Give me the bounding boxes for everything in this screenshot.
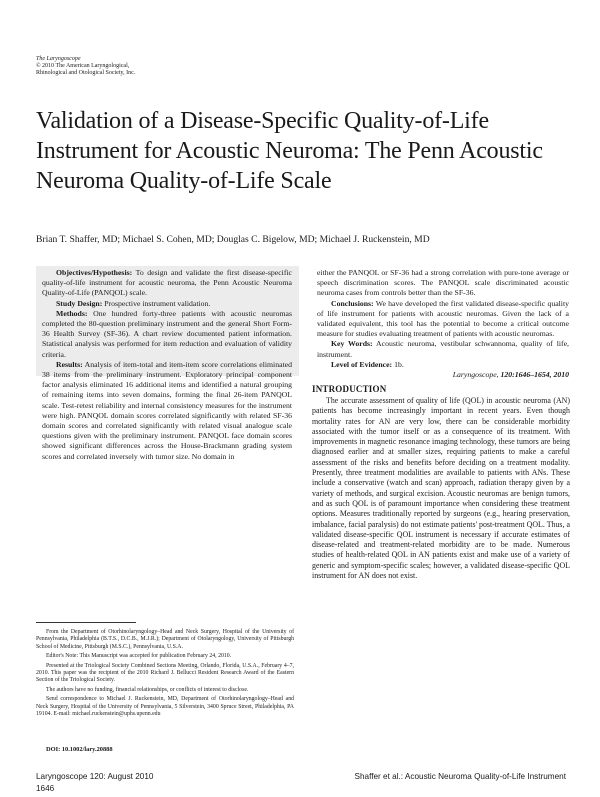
evidence-label: Level of Evidence: [331, 359, 393, 369]
page-number: 1646 [36, 784, 55, 793]
footer-running-title: Shaffer et al.: Acoustic Neuroma Quality-of-Life Instrument [354, 772, 566, 781]
doi: DOI: 10.1002/lary.20888 [46, 746, 113, 753]
footnote-editor-note: Editor's Note: This Manuscript was accepted for publication February 24, 2010. [46, 653, 232, 660]
article-title: Validation of a Disease-Specific Quality-of-Life Instrument for Acoustic Neuroma: The Penn Acoustic Neuroma Quality-of-Life Scale [36, 108, 543, 194]
results-text-continued: either the PANQOL or SF-36 had a strong correlation with pure-tone average or speech discrimination scores. The PANQOL scale discriminated acoustic neuroma cases from controls better than the SF-36. [317, 268, 569, 298]
conclusions-text: We have developed the first validated disease-specific quality of life instrument for patients with acoustic neuromas. Given the lack of a validated equivalent, this tool has the potential to become a critical outcome measure for studies evaluating treatment of patients with acoustic neuromas. [317, 298, 569, 339]
conclusions-label: Conclusions: [331, 298, 374, 308]
copyright-line: Rhinological and Otological Society, Inc. [36, 70, 136, 76]
keywords-text: Acoustic neuroma, vestibular schwannoma, quality of life, instrument. [317, 339, 569, 359]
objectives-text: To design and validate the first disease-specific quality-of-life instrument for acoustic neuroma, the Penn Acoustic Neuroma Quality-of-Life (PANQOL) scale. [42, 268, 292, 298]
citation-journal: Laryngoscope, [452, 370, 499, 380]
methods-label: Methods: [56, 308, 88, 318]
evidence-text: 1b. [394, 359, 404, 369]
abstract-right-column [317, 268, 569, 380]
copyright-line: © 2010 The American Laryngological, [36, 63, 130, 69]
results-label: Results: [56, 359, 83, 369]
journal-meta [36, 56, 135, 77]
journal-name: The Laryngoscope [36, 56, 81, 62]
citation [317, 370, 569, 380]
study-design-label: Study Design: [56, 298, 103, 308]
introduction-heading: INTRODUCTION [312, 384, 387, 394]
footnote-divider [36, 622, 136, 623]
footnotes [36, 629, 294, 720]
objectives-label: Objectives/Hypothesis: [56, 268, 133, 277]
footnote-presented: Presented at the Triological Society Combined Sections Meeting, Orlando, Florida, U.S.A., February 4–7, 2010. This paper was the recipient of the 2010 Richard J. Bellucci Resident Research Award of the Eastern Section of the Triological Society. [36, 662, 294, 684]
footer-journal-issue: Laryngoscope 120: August 2010 [36, 772, 154, 781]
keywords-label: Key Words: [331, 339, 373, 349]
abstract-left-column [36, 268, 298, 462]
footnote-correspondence: Send correspondence to Michael J. Ruckenstein, MD, Department of Otorhinolaryngology–Head and Neck Surgery, Hospital of the University of Pennsylvania, 5 Silverstein, 3400 Spruce Street, Philadelphia, PA 19104. E-mail: michael.ruckenstein@uphs.upenn.edu [36, 696, 294, 718]
footnote-disclosure: The authors have no funding, financial relationships, or conflicts of interest to disclose. [46, 686, 249, 693]
methods-text: One hundred forty-three patients with acoustic neuromas completed the 80-question preliminary instrument and the general Short Form-36 Health Survey (SF-36). A chart review documented patient information. Statistical analysis was performed for item reduction and evaluation of validity criteria. [42, 308, 292, 359]
study-design-text: Prospective instrument validation. [104, 298, 211, 308]
citation-ref: 120:1646–1654, 2010 [500, 370, 569, 380]
introduction-paragraph: The accurate assessment of quality of life (QOL) in acoustic neuroma (AN) patients has become increasingly important in recent years. Even though mortality rates for AN are very low, there can be considerable morbidity associated with the tumor itself or as a consequence of its treatment. With improvements in magnetic resonance imaging technology, these tumors are being diagnosed earlier and at smaller sizes, requiring patients to make a careful assessment of the risks and benefits before deciding on a treatment modality. Presently, three treatment modalities are available to patients with ANs. These include a conservative (watch and scan) approach, radiation therapy given by a variety of methods, and surgical excision. Acoustic neuromas are benign tumors, and as such QOL is of paramount importance when considering these treatment options. Measures traditionally reported by surgeons (e.g., hearing preservation, imbalance, facial paralysis) do not estimate patients' post-treatment QOL. Thus, a validated disease-specific QOL instrument is necessary if accurate estimates of disease-related and treatment-related morbidity are to be made. Numerous studies of health-related QOL in AN patients exist and make use of a variety of generic and symptom-specific scales; however, a validated disease-specific QOL instrument for AN does not exist. [312, 396, 570, 581]
author-list: Brian T. Shaffer, MD; Michael S. Cohen, MD; Douglas C. Bigelow, MD; Michael J. Ruckenstein, MD [36, 234, 430, 245]
introduction-body [312, 396, 570, 581]
footnote-affiliation: From the Department of Otorhinolaryngology–Head and Neck Surgery, Hospital of the University of Pennsylvania, Philadelphia (B.T.S., D.C.B., M.J.R.); Department of Otolaryngology, University of Pittsburgh School of Medicine, Pittsburgh (M.S.C.), Pennsylvania, U.S.A. [36, 629, 294, 650]
results-text: Analysis of item-total and item-item score correlations eliminated 38 items from the preliminary instrument. Exploratory principal component factor analysis eliminated 16 additional items and identified a natural grouping of remaining items into seven domains, forming the final 26-item PANQOL scale. Test-retest reliability and internal consistency measures for the instrument were high. PANQOL domain scores correlated significantly with related SF-36 domain scores and correlated significantly with related visual analogue scale questions given with the preliminary instrument. PANQOL face domain scores showed significant differences across the House-Brackmann grading system scores and correlated inversely with tumor size. No domain in [42, 359, 292, 461]
